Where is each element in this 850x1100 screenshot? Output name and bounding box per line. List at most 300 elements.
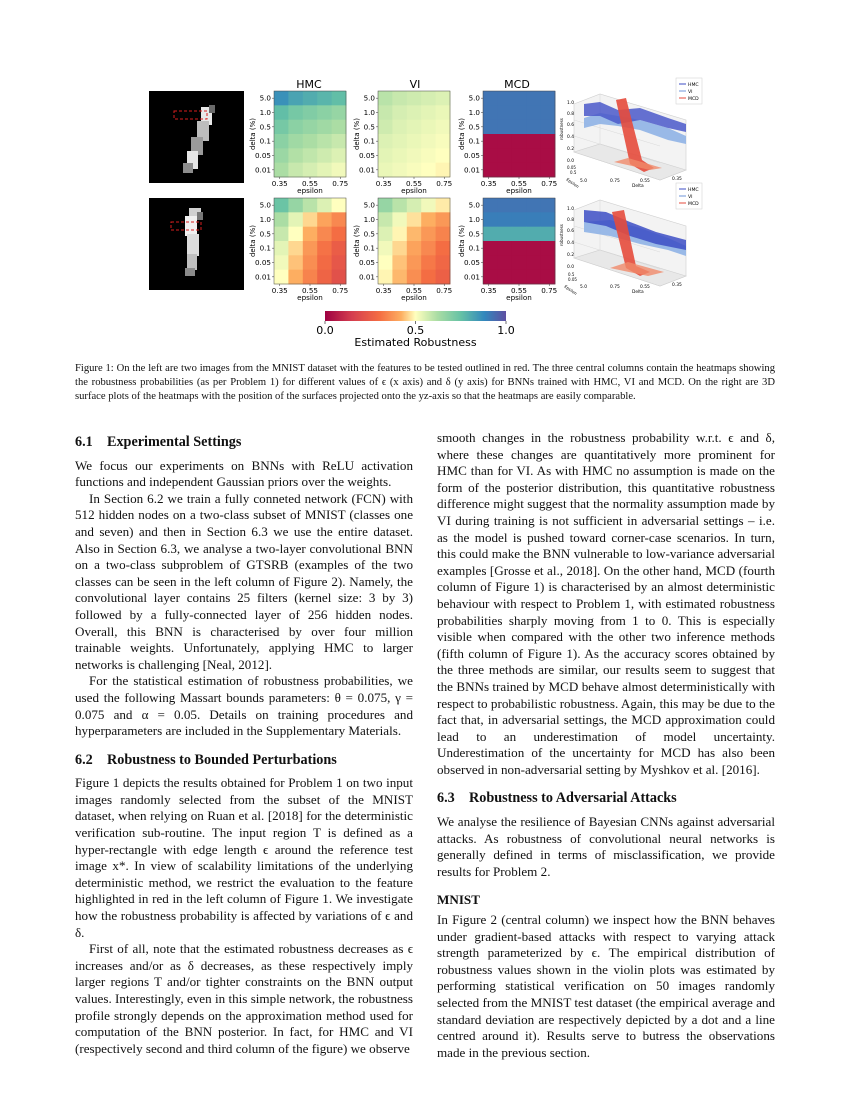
figure-caption: Figure 1: On the left are two images from the MNIST dataset with the features to be tested outlined in red. The three central columns contain the heatmaps showing the robustness probabilities (as per Problem 1) for different values of ϵ (x axis) and δ (y axis) for BNNs trained with HMC, VI and MCD. On the right are 3D surface plots of the heatmaps with the position of the surfaces projected onto the yz-axis so that the heatmaps are easily comparable. bbox=[75, 363, 775, 403]
mnist-image-2 bbox=[149, 198, 244, 290]
heatmap-cell bbox=[512, 270, 527, 285]
y-axis-label: delta (%) bbox=[458, 224, 466, 258]
heatmap-cell bbox=[303, 227, 318, 242]
heatmap-cell bbox=[332, 198, 347, 213]
y-tick-label: 0.1 bbox=[363, 136, 375, 146]
heatmap-cell bbox=[541, 227, 556, 242]
heatmap-cell bbox=[378, 148, 393, 163]
x-tick-label: 0.35 bbox=[271, 286, 288, 295]
heatmap-cell bbox=[332, 241, 347, 256]
heatmap-cell bbox=[407, 198, 422, 213]
heatmap-cell bbox=[332, 120, 347, 135]
heatmap-cell bbox=[303, 163, 318, 178]
zlabel: robustness bbox=[559, 224, 564, 246]
heatmap-cell bbox=[436, 255, 451, 270]
y-tick-label: 0.01 bbox=[358, 165, 375, 175]
heatmap-cell bbox=[497, 212, 512, 227]
x-tick-label: 0.55 bbox=[301, 179, 319, 188]
ztick: 0.6 bbox=[567, 123, 574, 128]
heatmap-cell bbox=[421, 120, 436, 135]
heatmap-cell bbox=[317, 270, 332, 285]
paragraph: First of all, note that the estimated robustness decreases as ϵ increases and/or as δ decreases, as these respectively imply larger regions T and/or tighter constraints on the BNN output values. Interestingly, even in this simple network, the robustness profile strongly depends on the approximation method used for computation of the BNN posterior. In fact, for HMC and VI (respectively second and third column of the figure) we observe bbox=[75, 941, 413, 1056]
heatmap-cell bbox=[274, 227, 289, 242]
legend-hmc: HMC bbox=[688, 188, 699, 193]
section-number: 6.2 bbox=[75, 751, 93, 768]
y-tick-label: 0.05 bbox=[254, 258, 271, 267]
heatmap-cell bbox=[526, 91, 541, 106]
y-tick-label: 0.01 bbox=[358, 272, 375, 282]
heatmap-cell bbox=[288, 163, 303, 178]
section-heading-6-3 bbox=[437, 790, 775, 807]
section-heading-6-1 bbox=[75, 434, 413, 451]
heatmap-cell bbox=[497, 241, 512, 256]
section-title: Robustness to Bounded Perturbations bbox=[107, 751, 337, 768]
colorbar-tick: 1.0 bbox=[497, 324, 515, 337]
heatmap-cell bbox=[332, 255, 347, 270]
y-tick-label: 5.0 bbox=[468, 93, 480, 103]
heatmap-cell bbox=[274, 134, 289, 149]
heatmap-cell bbox=[392, 270, 407, 285]
y-tick-label: 0.05 bbox=[358, 151, 375, 160]
left-column bbox=[75, 430, 413, 1057]
right-column bbox=[437, 430, 775, 1061]
heatmap-cell bbox=[512, 105, 527, 120]
heatmap-cell bbox=[483, 120, 498, 135]
section-title: Experimental Settings bbox=[107, 434, 242, 450]
paragraph: In Section 6.2 we train a fully conneted network (FCN) with 512 hidden nodes on a two-class subset of MNIST (classes one and seven) and then in Section 6.3 we use the entire dataset. Also in Section 6.3, we analyse a two-layer convolutional BNN on a two-class subproblem of GTSRB (examples of the two classes can be seen in the left column of Figure 2). Namely, the convolutional layer contains 25 filters (kernel size: 3 by 3) followed by a fully-connected layer of 256 hidden nodes. Overall, this BNN is characterised by over four million trainable weights. Unfortunately, applying HMC to larger networks is challenging [Neal, 2012]. bbox=[75, 490, 413, 672]
heatmap-cell bbox=[317, 163, 332, 178]
heatmap-cell bbox=[274, 91, 289, 106]
y-tick-label: 0.5 bbox=[259, 229, 271, 239]
heatmap-cell bbox=[288, 198, 303, 213]
heatmap-cell bbox=[378, 227, 393, 242]
heatmap-cell bbox=[421, 163, 436, 178]
heatmap-cell bbox=[526, 198, 541, 213]
heatmap-cell bbox=[436, 241, 451, 256]
heatmap-cell bbox=[526, 270, 541, 285]
y-tick-label: 0.05 bbox=[463, 151, 480, 160]
heatmap-mcd-2 bbox=[458, 198, 557, 302]
heatmap-cell bbox=[541, 241, 556, 256]
heatmap-cell bbox=[483, 227, 498, 242]
heatmap-cell bbox=[407, 134, 422, 149]
heatmap-cell bbox=[436, 270, 451, 285]
paragraph: For the statistical estimation of robustness probabilities, we used the following Massart bounds parameters: θ = 0.075, γ = 0.075 and α = 0.05. Details on training procedures and hyperparameters are included in the Supplementary Materials. bbox=[75, 673, 413, 739]
ztick: 0.8 bbox=[567, 218, 574, 223]
heatmap-cell bbox=[541, 212, 556, 227]
heatmap-mcd-1 bbox=[458, 91, 557, 195]
colorbar-label: Estimated Robustness bbox=[354, 336, 477, 349]
heatmap-cell bbox=[392, 212, 407, 227]
heatmap-cell bbox=[274, 212, 289, 227]
ztick: 0.2 bbox=[567, 253, 574, 258]
y-tick-label: 0.05 bbox=[358, 258, 375, 267]
legend-hmc: HMC bbox=[688, 83, 699, 88]
heatmap-cell bbox=[392, 227, 407, 242]
heatmap-cell bbox=[303, 255, 318, 270]
heatmap-cell bbox=[512, 255, 527, 270]
heatmap-cell bbox=[288, 255, 303, 270]
ztick: 0.4 bbox=[567, 135, 574, 140]
heatmap-cell bbox=[317, 148, 332, 163]
x-tick-label: 0.75 bbox=[541, 286, 558, 295]
legend-vi: VI bbox=[688, 90, 693, 95]
heatmap-cell bbox=[392, 163, 407, 178]
y-tick-label: 0.05 bbox=[254, 151, 271, 160]
heatmap-cell bbox=[512, 163, 527, 178]
heatmap-cell bbox=[303, 148, 318, 163]
heatmap-cell bbox=[317, 134, 332, 149]
heatmap-cell bbox=[526, 255, 541, 270]
legend-mcd: MCD bbox=[688, 202, 699, 207]
heatmap-cell bbox=[421, 255, 436, 270]
y-axis-label: delta (%) bbox=[458, 117, 466, 151]
heatmap-cell bbox=[303, 105, 318, 120]
heatmap-cell bbox=[512, 91, 527, 106]
heatmap-cell bbox=[541, 255, 556, 270]
section-title: Robustness to Adversarial Attacks bbox=[469, 790, 677, 807]
heatmap-cell bbox=[497, 163, 512, 178]
ztick: 0.0 bbox=[567, 159, 574, 164]
heatmap-cell bbox=[421, 227, 436, 242]
heatmap-cell bbox=[421, 270, 436, 285]
colorbar-tick: 0.0 bbox=[316, 324, 334, 337]
heatmap-cell bbox=[392, 105, 407, 120]
ztick: 0.6 bbox=[567, 229, 574, 234]
heatmap-cell bbox=[378, 198, 393, 213]
heatmap-cell bbox=[541, 148, 556, 163]
heatmap-cell bbox=[497, 105, 512, 120]
heatmap-cell bbox=[288, 212, 303, 227]
heatmap-cell bbox=[378, 270, 393, 285]
heatmap-cell bbox=[483, 198, 498, 213]
heatmap-cell bbox=[541, 198, 556, 213]
delta-tick: 5.0 bbox=[580, 285, 587, 290]
heatmap-cell bbox=[436, 105, 451, 120]
delta-tick: 0.55 bbox=[640, 285, 650, 290]
y-tick-label: 0.5 bbox=[363, 229, 375, 239]
legend-vi: VI bbox=[688, 195, 693, 200]
heatmap-cell bbox=[541, 134, 556, 149]
y-tick-label: 1.0 bbox=[468, 108, 480, 117]
heatmap-cell bbox=[512, 241, 527, 256]
heatmap-cell bbox=[512, 134, 527, 149]
legend bbox=[676, 183, 702, 209]
heatmap-cell bbox=[378, 163, 393, 178]
heatmap-cell bbox=[483, 91, 498, 106]
colorbar bbox=[316, 311, 515, 349]
x-axis-label: epsilon bbox=[297, 186, 323, 195]
x-tick-label: 0.35 bbox=[271, 179, 288, 188]
paragraph: Figure 1 depicts the results obtained for Problem 1 on two input images randomly selected from the subset of the MNIST dataset, when relying on Ruan et al. [2018] for the deterministic verification sub-routine. The input region T is defined as a hyper-rectangle with edge length ϵ around the reference test image x*. In view of scalability limitations of the underlying deterministic method, we restrict the evaluation to the feature highlighted in red in the left column of Figure 1. We investigate how the robustness probability is affected by variations of ϵ and δ. bbox=[75, 775, 413, 940]
x-tick-label: 0.75 bbox=[436, 179, 453, 188]
section-heading-6-2 bbox=[75, 752, 413, 769]
ztick: 0.8 bbox=[567, 112, 574, 117]
heatmap-cell bbox=[332, 105, 347, 120]
heatmap-cell bbox=[288, 105, 303, 120]
heatmap-cell bbox=[497, 198, 512, 213]
heatmap-cell bbox=[512, 212, 527, 227]
x-axis-label: epsilon bbox=[297, 293, 323, 302]
y-axis-label: delta (%) bbox=[353, 224, 361, 258]
heatmap-cell bbox=[497, 120, 512, 135]
heatmap-cell bbox=[378, 105, 393, 120]
heatmap-cell bbox=[392, 241, 407, 256]
heatmap-cell bbox=[512, 120, 527, 135]
y-tick-label: 0.1 bbox=[468, 243, 480, 253]
heatmap-cell bbox=[274, 120, 289, 135]
heatmap-cell bbox=[303, 212, 318, 227]
heatmap-cell bbox=[436, 148, 451, 163]
heatmap-cell bbox=[421, 241, 436, 256]
x-tick-label: 0.35 bbox=[480, 179, 497, 188]
heatmap-cell bbox=[421, 91, 436, 106]
x-tick-label: 0.35 bbox=[480, 286, 497, 295]
heatmap-cell bbox=[483, 148, 498, 163]
ztick: 0.0 bbox=[567, 265, 574, 270]
heatmap-cell bbox=[421, 134, 436, 149]
heatmap-cell bbox=[332, 212, 347, 227]
heatmap-cell bbox=[512, 198, 527, 213]
heatmap-cell bbox=[407, 120, 422, 135]
x-tick-label: 0.75 bbox=[332, 179, 349, 188]
heatmap-cell bbox=[541, 120, 556, 135]
y-tick-label: 1.0 bbox=[363, 108, 375, 117]
heatmap-cell bbox=[317, 120, 332, 135]
heatmap-cell bbox=[497, 148, 512, 163]
ztick: 0.2 bbox=[567, 147, 574, 152]
heatmap-cell bbox=[421, 148, 436, 163]
paragraph: In Figure 2 (central column) we inspect how the BNN behaves under gradient-based attacks with respect to varying attack strength parameterized by ϵ. The empirical distribution of robustness values shown in the violin plots was estimated by performing statistical verification on 50 images randomly selected from the MNIST test dataset (the empirical average and standard deviation are respectively depicted by a dot and a line centred around it). Results serve to butress the observations made in the previous section. bbox=[437, 912, 775, 1060]
eps-tick: 0.05 bbox=[568, 277, 577, 282]
x-axis-label: epsilon bbox=[506, 293, 532, 302]
y-tick-label: 0.5 bbox=[259, 122, 271, 132]
ztick: 0.4 bbox=[567, 241, 574, 246]
heatmap-cell bbox=[407, 227, 422, 242]
heatmap-cell bbox=[526, 163, 541, 178]
paragraph: We focus our experiments on BNNs with ReLU activation functions and independent Gaussian priors over the weights. bbox=[75, 457, 413, 490]
y-tick-label: 0.5 bbox=[468, 229, 480, 239]
heatmap-cell bbox=[497, 91, 512, 106]
paragraph: We analyse the resilience of Bayesian CNNs against adversarial attacks. As robustness of convolutional neural networks is generally defined in terms of misclassification, we provide results for Problem 2. bbox=[437, 814, 775, 879]
legend-mcd: MCD bbox=[688, 97, 699, 102]
heatmap-cell bbox=[303, 241, 318, 256]
y-tick-label: 1.0 bbox=[363, 215, 375, 224]
heatmap-cell bbox=[483, 163, 498, 178]
y-tick-label: 0.1 bbox=[259, 136, 271, 146]
section-number: 6.1 bbox=[75, 434, 93, 450]
heatmap-cell bbox=[407, 255, 422, 270]
heatmap-cell bbox=[392, 120, 407, 135]
heatmap-cell bbox=[436, 91, 451, 106]
heatmap-cell bbox=[436, 120, 451, 135]
y-tick-label: 1.0 bbox=[259, 215, 271, 224]
heatmap-cell bbox=[274, 148, 289, 163]
heatmap-cell bbox=[497, 270, 512, 285]
heatmap-hmc-1 bbox=[249, 91, 348, 195]
heatmap-vi-1 bbox=[353, 91, 452, 195]
heatmap-cell bbox=[332, 270, 347, 285]
heatmap-cell bbox=[303, 134, 318, 149]
heatmap-cell bbox=[317, 198, 332, 213]
heatmap-cell bbox=[541, 91, 556, 106]
heatmap-cell bbox=[407, 148, 422, 163]
y-tick-label: 0.1 bbox=[363, 243, 375, 253]
heatmap-cell bbox=[497, 227, 512, 242]
heatmap-cell bbox=[317, 241, 332, 256]
heatmap-cell bbox=[421, 105, 436, 120]
heatmap-cell bbox=[303, 91, 318, 106]
ztick: 1.0 bbox=[567, 101, 574, 106]
heatmap-cell bbox=[497, 255, 512, 270]
heatmap-cell bbox=[332, 227, 347, 242]
heatmap-cell bbox=[436, 163, 451, 178]
title-hmc: HMC bbox=[296, 78, 322, 91]
heatmap-cell bbox=[332, 134, 347, 149]
heatmap-cell bbox=[274, 241, 289, 256]
heatmap-cell bbox=[303, 120, 318, 135]
heatmap-cell bbox=[274, 255, 289, 270]
heatmap-cell bbox=[303, 198, 318, 213]
y-tick-label: 1.0 bbox=[259, 108, 271, 117]
heatmap-cell bbox=[378, 134, 393, 149]
heatmap-vi-2 bbox=[353, 198, 452, 302]
eps-label: Epsilon bbox=[565, 176, 581, 190]
heatmap-cell bbox=[274, 105, 289, 120]
heatmap-cell bbox=[392, 91, 407, 106]
heatmap-cell bbox=[526, 120, 541, 135]
subsection-heading-mnist: MNIST bbox=[437, 892, 480, 908]
heatmap-cell bbox=[483, 212, 498, 227]
x-tick-label: 0.35 bbox=[375, 179, 392, 188]
heatmap-cell bbox=[526, 134, 541, 149]
heatmap-cell bbox=[407, 270, 422, 285]
y-tick-label: 0.01 bbox=[463, 272, 480, 282]
heatmap-cell bbox=[317, 255, 332, 270]
eps-tick: 0.5 bbox=[568, 272, 575, 277]
zlabel: robustness bbox=[559, 118, 564, 140]
heatmap-cell bbox=[332, 163, 347, 178]
heatmap-cell bbox=[526, 105, 541, 120]
heatmap-cell bbox=[378, 212, 393, 227]
y-tick-label: 5.0 bbox=[468, 200, 480, 210]
heatmap-cell bbox=[483, 241, 498, 256]
heatmap-cell bbox=[288, 91, 303, 106]
mnist-image-1 bbox=[149, 91, 244, 183]
paragraph: smooth changes in the robustness probability w.r.t. ϵ and δ, where these changes are quantitatively more prominent for HMC than for VI. As with HMC no assumption is made on the form of the posterior distribution, this quantitative robustness difference might suggest that the normality assumption made by VI during training is not sufficient in adversarial settings – i.e. as the model is pushed toward corner-case scenarios. In turn, this could make the BNN vulnerable to low-variance adversarial examples [Grosse et al., 2018]. On the other hand, MCD (fourth column of Figure 1) is characterised by an almost deterministic behaviour with respect to Problem 1, with estimated robustness probabilities sharply moving from 1 to 0. This is especially visible when compared with the other two inference methods (fifth column of Figure 1). As the accuracy scores obtained by the three methods are similar, our results seem to suggest that the BNNs trained by MCD behave almost deterministically with respect to probabilistic robustness. Again, this may be due to the fact that, in adversarial settings, the MCD approximation could lead to an underestimation of model uncertainty. Underestimation of the uncertainty for MCD has also been observed in non-adversarial setting by Myshkov et al. [2016]. bbox=[437, 430, 775, 777]
eps-tick: 0.05 bbox=[567, 165, 576, 170]
x-tick-label: 0.55 bbox=[510, 286, 528, 295]
surface-plot-1 bbox=[559, 78, 702, 189]
heatmap-cell bbox=[392, 255, 407, 270]
heatmap-cell bbox=[392, 134, 407, 149]
heatmap-cell bbox=[288, 270, 303, 285]
delta-label: Delta bbox=[632, 290, 644, 295]
x-tick-label: 0.55 bbox=[405, 179, 423, 188]
heatmap-cell bbox=[512, 148, 527, 163]
delta-tick: 5.0 bbox=[580, 179, 587, 184]
y-tick-label: 5.0 bbox=[363, 93, 375, 103]
y-tick-label: 5.0 bbox=[259, 93, 271, 103]
x-tick-label: 0.35 bbox=[375, 286, 392, 295]
heatmap-cell bbox=[392, 148, 407, 163]
heatmap-cell bbox=[274, 198, 289, 213]
legend bbox=[676, 78, 702, 104]
heatmap-cell bbox=[541, 270, 556, 285]
heatmap-cell bbox=[407, 212, 422, 227]
heatmap-cell bbox=[483, 105, 498, 120]
heatmap-cell bbox=[378, 255, 393, 270]
heatmap-cell bbox=[436, 227, 451, 242]
y-tick-label: 1.0 bbox=[468, 215, 480, 224]
heatmap-cell bbox=[421, 198, 436, 213]
delta-tick: 0.75 bbox=[610, 179, 620, 184]
heatmap-cell bbox=[378, 241, 393, 256]
heatmap-cell bbox=[483, 134, 498, 149]
heatmap-cell bbox=[378, 120, 393, 135]
colorbar-tick: 0.5 bbox=[406, 324, 425, 337]
x-tick-label: 0.75 bbox=[436, 286, 453, 295]
heatmap-cell bbox=[526, 227, 541, 242]
heatmap-cell bbox=[407, 105, 422, 120]
delta-label: Delta bbox=[632, 184, 644, 189]
heatmap-cell bbox=[483, 270, 498, 285]
heatmap-cell bbox=[332, 91, 347, 106]
y-tick-label: 5.0 bbox=[363, 200, 375, 210]
heatmap-cell bbox=[541, 105, 556, 120]
x-axis-label: epsilon bbox=[401, 293, 427, 302]
x-tick-label: 0.55 bbox=[405, 286, 423, 295]
heatmap-cell bbox=[512, 227, 527, 242]
heatmap-cell bbox=[274, 163, 289, 178]
heatmap-cell bbox=[317, 91, 332, 106]
heatmap-cell bbox=[497, 134, 512, 149]
delta-tick: 0.35 bbox=[672, 283, 682, 288]
delta-tick: 0.75 bbox=[610, 285, 620, 290]
figure-1 bbox=[0, 0, 850, 360]
ztick: 1.0 bbox=[567, 207, 574, 212]
heatmap-cell bbox=[407, 163, 422, 178]
heatmap-cell bbox=[288, 120, 303, 135]
heatmap-cell bbox=[526, 212, 541, 227]
y-tick-label: 5.0 bbox=[259, 200, 271, 210]
heatmap-cell bbox=[421, 212, 436, 227]
heatmap-hmc-2 bbox=[249, 198, 348, 302]
delta-tick: 0.55 bbox=[640, 179, 650, 184]
heatmap-cell bbox=[407, 91, 422, 106]
x-tick-label: 0.75 bbox=[541, 179, 558, 188]
heatmap-cell bbox=[288, 227, 303, 242]
x-tick-label: 0.55 bbox=[301, 286, 319, 295]
heatmap-cell bbox=[436, 212, 451, 227]
y-axis-label: delta (%) bbox=[249, 224, 257, 258]
heatmap-cell bbox=[303, 270, 318, 285]
surface-plot-2 bbox=[559, 183, 702, 296]
heatmap-cell bbox=[526, 241, 541, 256]
heatmap-cell bbox=[436, 198, 451, 213]
y-tick-label: 0.5 bbox=[468, 122, 480, 132]
y-tick-label: 0.05 bbox=[463, 258, 480, 267]
heatmap-cell bbox=[274, 270, 289, 285]
heatmap-cell bbox=[288, 134, 303, 149]
title-vi: VI bbox=[409, 78, 421, 91]
y-tick-label: 0.1 bbox=[468, 136, 480, 146]
x-tick-label: 0.55 bbox=[510, 179, 528, 188]
heatmap-cell bbox=[407, 241, 422, 256]
heatmap-cell bbox=[541, 163, 556, 178]
heatmap-cell bbox=[317, 227, 332, 242]
y-axis-label: delta (%) bbox=[249, 117, 257, 151]
